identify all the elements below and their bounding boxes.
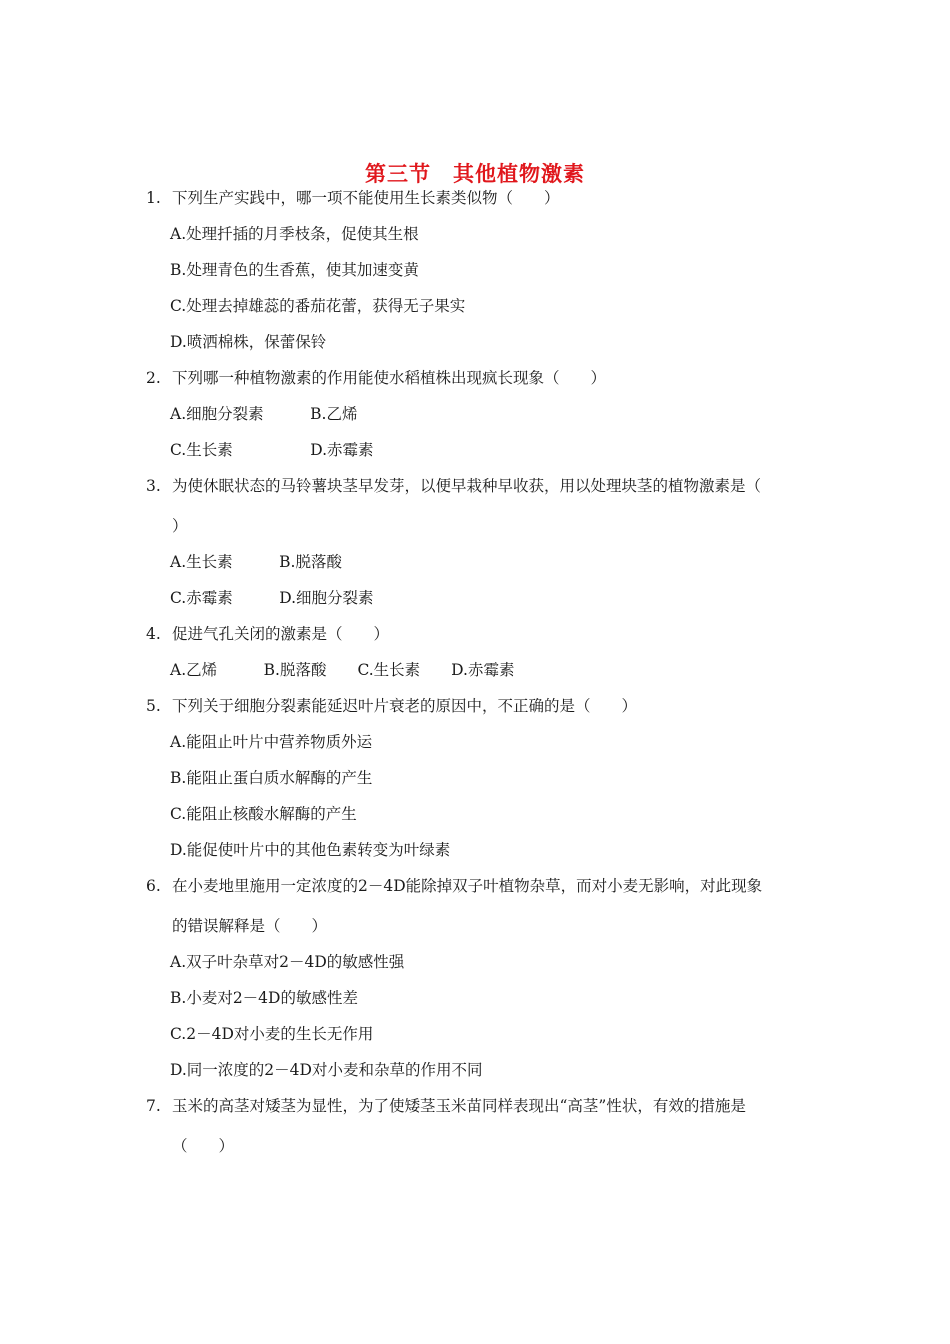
question-6-stem-cont: 的错误解释是（ ） (172, 917, 328, 935)
question-number: 7. (146, 1097, 161, 1115)
question-3-stem (146, 476, 761, 496)
question-1-option-b: B.处理青色的生香蕉，使其加速变黄 (170, 261, 419, 279)
question-text: 玉米的高茎对矮茎为显性，为了使矮茎玉米苗同样表现出“高茎”性状，有效的措施是 (172, 1097, 746, 1115)
question-text: 下列生产实践中，哪一项不能使用生长素类似物（ ） (172, 189, 560, 207)
question-6-stem (146, 876, 762, 896)
question-6-option-d: D.同一浓度的2－4D对小麦和杂草的作用不同 (170, 1061, 483, 1079)
question-4-stem (146, 624, 389, 644)
question-text: 下列关于细胞分裂素能延迟叶片衰老的原因中，不正确的是（ ） (172, 697, 638, 715)
question-5-option-d: D.能促使叶片中的其他色素转变为叶绿素 (170, 841, 451, 859)
question-text: 为使休眠状态的马铃薯块茎早发芽，以便早栽种早收获，用以处理块茎的植物激素是（ (172, 477, 762, 495)
question-6-option-c: C.2－4D对小麦的生长无作用 (170, 1025, 374, 1043)
question-number: 2. (146, 369, 161, 387)
question-2-stem (146, 368, 606, 388)
question-2-options-cd: C.生长素 D.赤霉素 (170, 441, 374, 459)
question-1-option-a: A.处理扦插的月季枝条，促使其生根 (170, 225, 419, 243)
question-number: 1. (146, 189, 161, 207)
question-2-options-ab: A.细胞分裂素 B.乙烯 (170, 405, 358, 423)
question-text: 在小麦地里施用一定浓度的2－4D能除掉双子叶植物杂草，而对小麦无影响，对此现象 (172, 877, 763, 895)
question-3-options-ab: A.生长素 B.脱落酸 (170, 553, 342, 571)
question-7-stem-cont: （ ） (172, 1137, 235, 1155)
question-5-option-b: B.能阻止蛋白质水解酶的产生 (170, 769, 373, 787)
question-4-options: A.乙烯 B.脱落酸 C.生长素 D.赤霉素 (170, 661, 515, 679)
question-5-option-c: C.能阻止核酸水解酶的产生 (170, 805, 357, 823)
question-number: 6. (146, 877, 161, 895)
question-5-option-a: A.能阻止叶片中营养物质外运 (170, 733, 373, 751)
question-1-option-c: C.处理去掉雄蕊的番茄花蕾，获得无子果实 (170, 297, 466, 315)
question-1-option-d: D.喷洒棉株，保蕾保铃 (170, 333, 327, 351)
question-number: 5. (146, 697, 161, 715)
page-title: 第三节 其他植物激素 (365, 162, 585, 186)
question-text: 促进气孔关闭的激素是（ ） (172, 625, 390, 643)
question-3-options-cd: C.赤霉素 D.细胞分裂素 (170, 589, 374, 607)
question-text: 下列哪一种植物激素的作用能使水稻植株出现疯长现象（ ） (172, 369, 607, 387)
question-6-option-a: A.双子叶杂草对2－4D的敏感性强 (170, 953, 405, 971)
question-5-stem (146, 696, 637, 716)
question-number: 4. (146, 625, 161, 643)
question-1-stem (146, 188, 560, 208)
question-6-option-b: B.小麦对2－4D的敏感性差 (170, 989, 358, 1007)
question-7-stem (146, 1096, 746, 1116)
question-3-stem-cont: ） (172, 517, 188, 535)
question-number: 3. (146, 477, 161, 495)
